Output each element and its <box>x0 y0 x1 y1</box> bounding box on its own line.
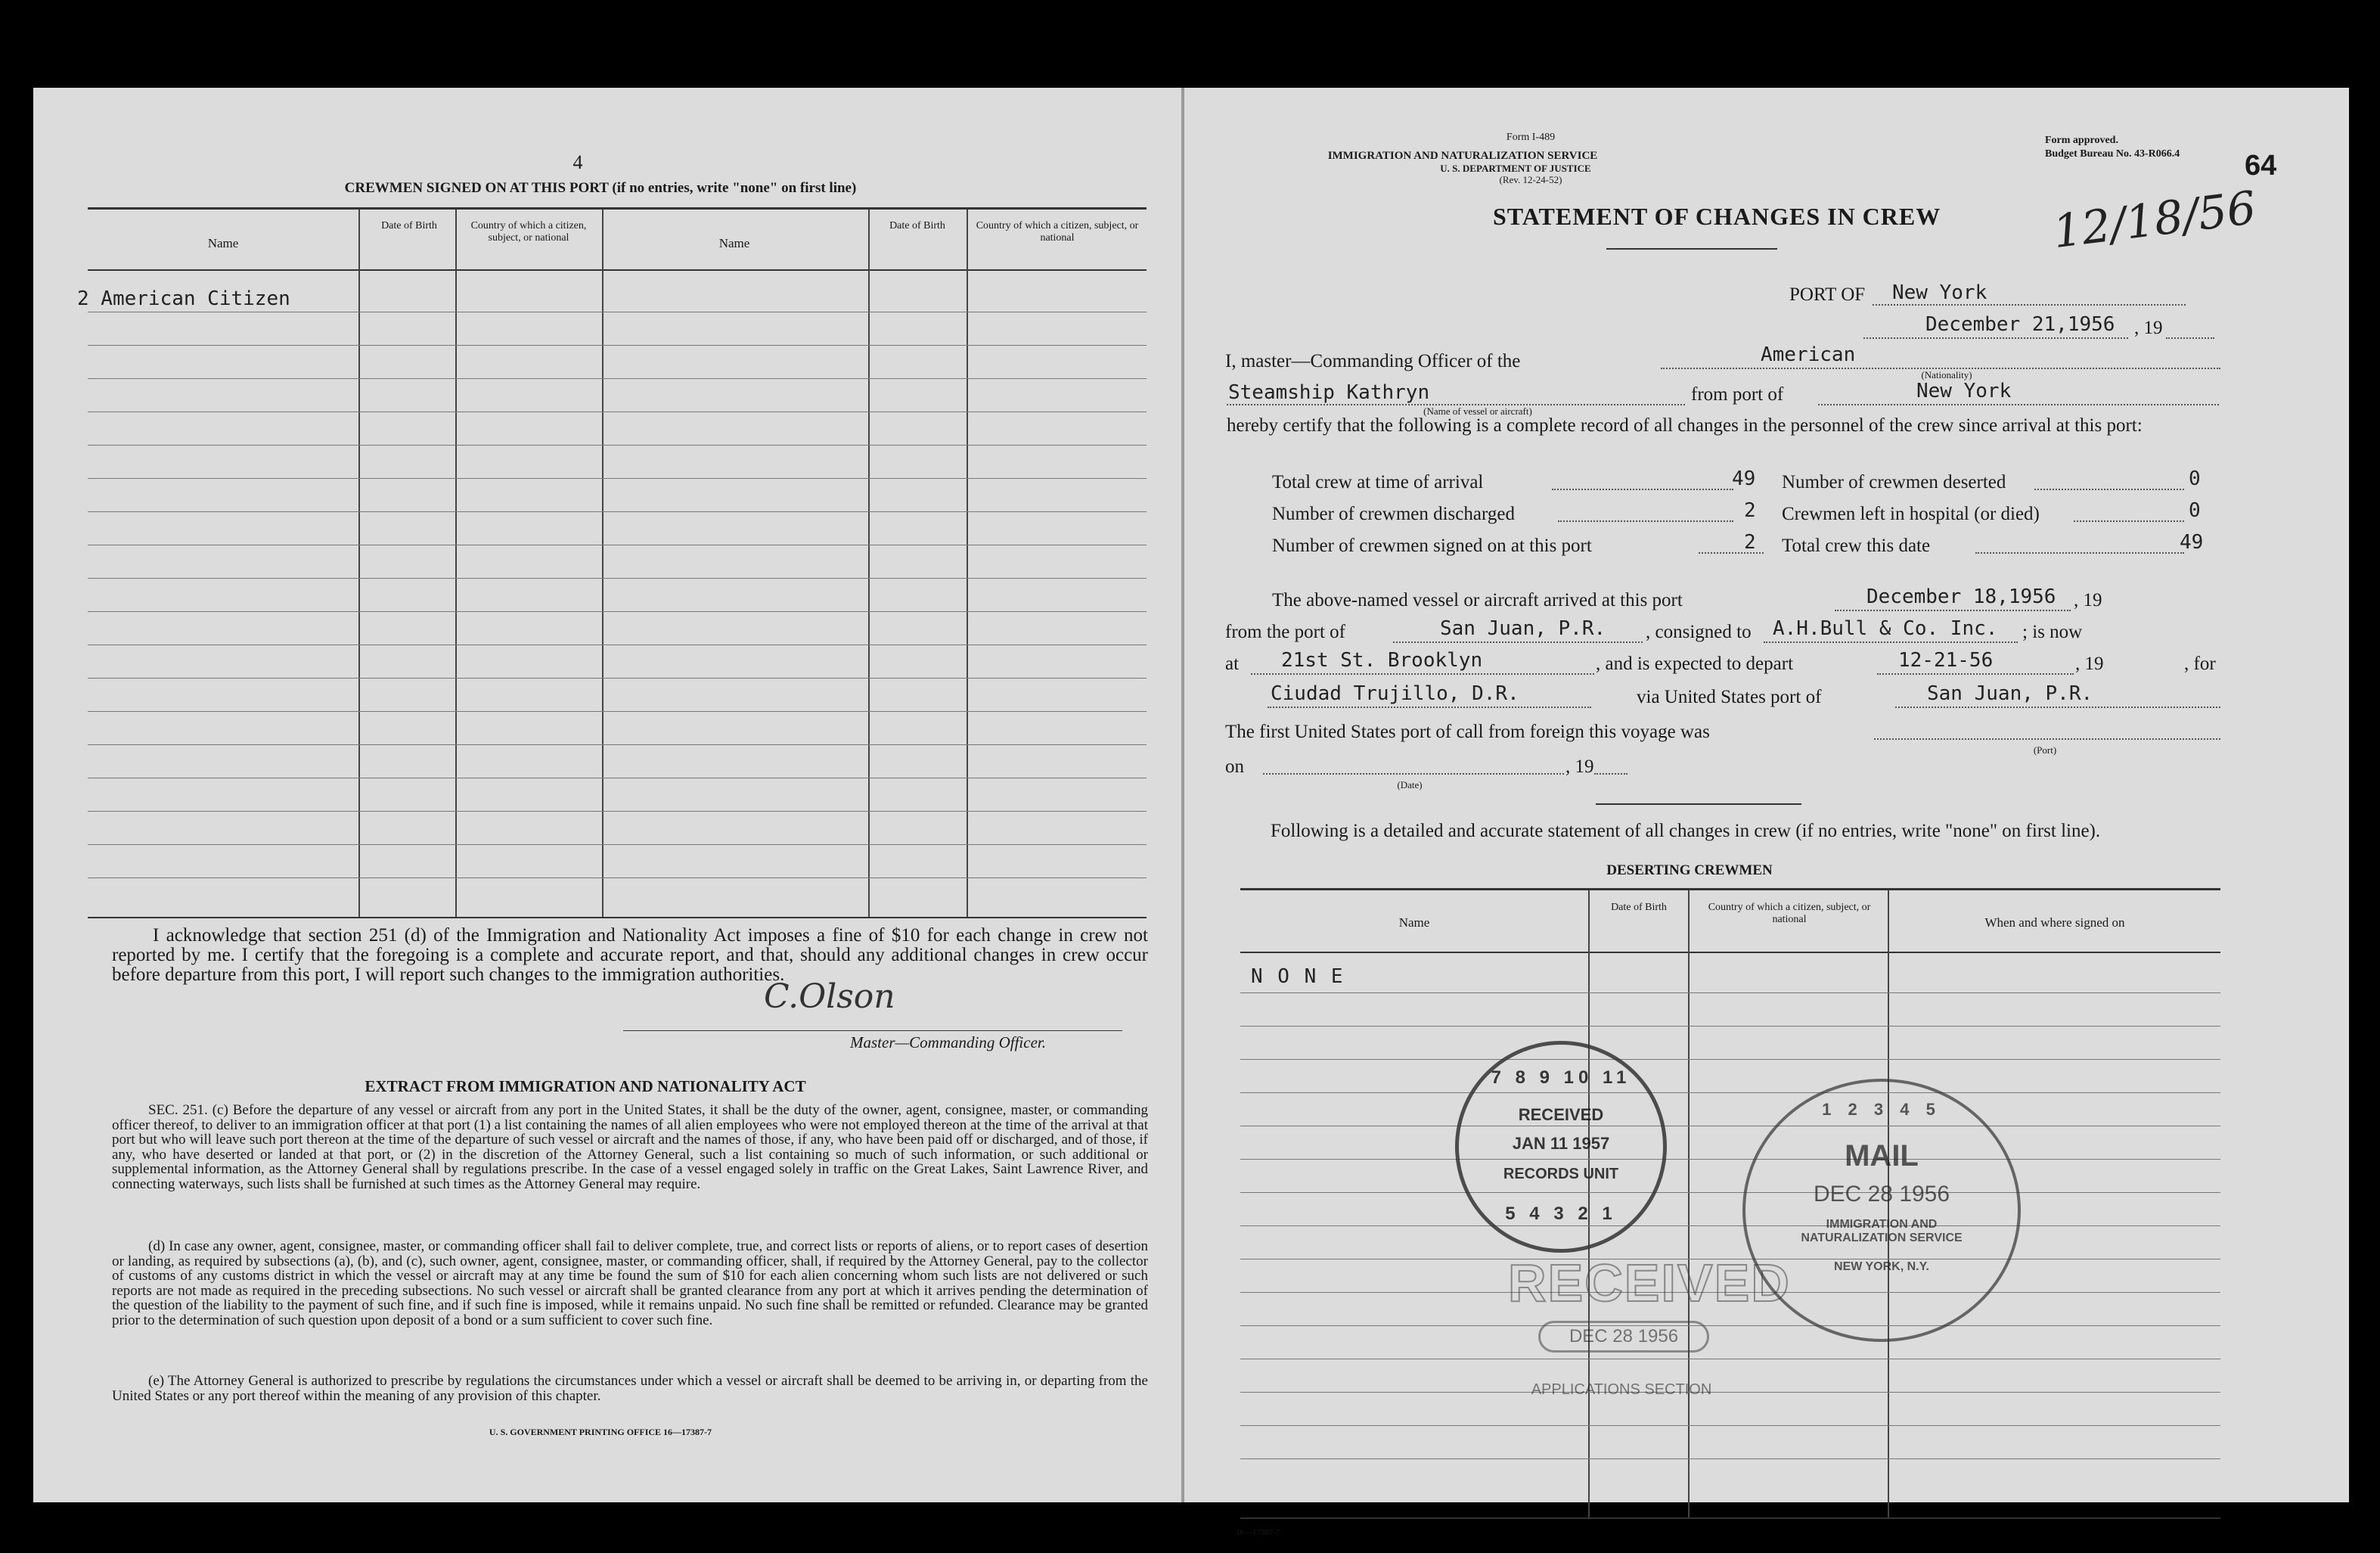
first-port-line <box>1874 738 2220 740</box>
department: U. S. DEPARTMENT OF JUSTICE <box>1440 163 1591 174</box>
at-label: at <box>1225 654 1240 674</box>
destination-line <box>1268 707 1591 708</box>
table-bottom-rule <box>88 917 1147 918</box>
depart-line <box>1877 673 2074 675</box>
arrived-text: The above-named vessel or aircraft arrived at this port <box>1272 590 1683 610</box>
nationality-label: (Nationality) <box>1921 369 1972 380</box>
signature-line <box>623 1030 1122 1031</box>
section-d-text: (d) In case any owner, agent, consignee, master, or commanding officer shall fail to deliver complete, true, and correct lists or reports of aliens, or to report cases of desertion or landing, as required by subsections (a), (b), and (c), such owner, agent, consignee, master, or commanding officer, shall, if required by the Attorney General, pay to the collector of customs of any customs district in which the vessel or aircraft may at any time be found the sum of $10 for each alien concerning whom such lists are not delivered or such reports are not made as required in the preceding subsections. No such vessel or aircraft shall be granted clearance from any port at which it arrives pending the determination of the question of the liability to the payment of such fine, and if such fine is imposed, while it remains unpaid. No such fine shall be remitted or refunded. Clearance may be granted prior to the determination of such question upon deposit of a bond or a sum sufficient to cover such fine. <box>112 1238 1148 1328</box>
des-col-name: Name <box>1398 915 1430 930</box>
hospital-leader <box>2074 520 2184 522</box>
deserted-label: Number of crewmen deserted <box>1782 472 2006 492</box>
deserting-entry: N O N E <box>1251 965 1345 988</box>
from-port-line <box>1818 404 2219 405</box>
col-dob-1: Date of Birth <box>381 220 437 231</box>
right-footer: 16—17387-7 <box>1236 1528 1280 1537</box>
stamp2-ring: 1 2 3 4 5 <box>1822 1100 1941 1119</box>
section-e-text: (e) The Attorney General is authorized to prescribe by regulations the circumstances under which a vessel or aircraft shall be deemed to be arriving in, or departing from the United States or any port thereof within the meaning of any provision of this chapter. <box>112 1373 1148 1404</box>
row-line <box>88 811 1147 812</box>
discharged-value: 2 <box>1744 499 1756 522</box>
discharged-leader <box>1558 520 1733 522</box>
form-title: STATEMENT OF CHANGES IN CREW <box>1493 203 1941 230</box>
on-year-line <box>1594 773 1628 775</box>
col-dob-2: Date of Birth <box>889 220 945 231</box>
is-now-label: ; is now <box>2022 622 2083 642</box>
row-line <box>88 611 1147 612</box>
row-line <box>88 511 1147 512</box>
right-sheet <box>1183 88 2349 1537</box>
page-number: 4 <box>573 151 583 173</box>
row-line <box>88 844 1147 845</box>
depart-value: 12-21-56 <box>1898 649 1994 672</box>
des-row-line <box>1240 1159 2220 1160</box>
from-the-port-label: from the port of <box>1225 622 1345 642</box>
section-c-text: SEC. 251. (c) Before the departure of any vessel or aircraft from any port in the United States, it shall be the duty of the owner, agent, consignee, master, or commanding officer thereof, to deliver to an immigration officer at that port (1) a list containing the names of all alien employees who were not employed thereon at the time of the arrival at that port but who will leave such port thereon at the time of the departure of such vessel or aircraft and the names of those, if any, who have been paid off or discharged, and of those, if any, who have deserted or landed at that port, or (2) in the discretion of the Attorney General, such a list containing so much of such information, or such additional or supplemental information, as the Attorney General shall by regulations prescribe. In the case of a vessel engaged solely in traffic on the Great Lakes, Saint Lawrence River, and connecting waterways, such lists shall be furnished at such times as the Attorney General may require. <box>112 1102 1148 1192</box>
center-fold <box>1181 88 1184 1502</box>
col-name-2: Name <box>718 236 750 250</box>
title-underline <box>1606 248 1777 250</box>
via-line <box>1895 707 2220 708</box>
row-line <box>88 711 1147 712</box>
arrived-value: December 18,1956 <box>1866 585 2056 608</box>
from-the-port-line <box>1393 641 1643 643</box>
stamp2-top: MAIL <box>1845 1139 1919 1173</box>
arrived-year-prefix: 19 <box>2083 590 2102 610</box>
stamp1-ring: 7 8 9 10 11 <box>1491 1067 1631 1088</box>
des-row-line <box>1240 1458 2220 1459</box>
row-line <box>88 877 1147 878</box>
date-value: December 21,1956 <box>1925 313 2115 336</box>
depart-year-prefix: 19 <box>2084 654 2104 674</box>
stamp3-received: RECEIVED <box>1508 1253 1791 1312</box>
form-number: Form I-489 <box>1506 132 1556 143</box>
applications-stamp <box>1508 1238 1791 1442</box>
des-row-line <box>1240 992 2220 993</box>
port-of-line <box>1873 304 2186 306</box>
at-value: 21st St. Brooklyn <box>1281 649 1483 672</box>
budget-bureau: Budget Bureau No. 43-R066.4 <box>2045 148 2180 160</box>
extract-title: EXTRACT FROM IMMIGRATION AND NATIONALITY ACT <box>365 1077 806 1095</box>
consigned-label: , consigned to <box>1646 622 1752 642</box>
consigned-line <box>1764 641 2018 643</box>
des-row-line <box>1240 1059 2220 1060</box>
deserted-leader <box>2034 489 2184 490</box>
handwritten-date: 12/18/56 <box>2050 181 2259 259</box>
row-line <box>88 345 1147 346</box>
master-text: I, master—Commanding Officer of the <box>1225 351 1521 371</box>
hospital-label: Crewmen left in hospital (or died) <box>1782 504 2040 524</box>
depart-label: , and is expected to depart <box>1596 654 1794 674</box>
stamp2-city: NEW YORK, N.Y. <box>1834 1260 1929 1273</box>
header-bottom-rule <box>88 269 1147 271</box>
page-mark: 64 <box>2245 150 2277 182</box>
des-col-when: When and where signed on <box>1984 915 2125 930</box>
via-label: via United States port of <box>1637 687 1822 707</box>
col-country-2: Country of which a citizen, subject, or national <box>976 220 1139 244</box>
date-year-prefix: 19 <box>2143 318 2163 338</box>
section-divider <box>1596 803 1801 805</box>
total-date-leader <box>1975 552 2184 554</box>
arrived-line <box>1835 610 2071 611</box>
deserting-bottom-rule <box>1240 1517 2220 1519</box>
for-label: , for <box>2184 654 2216 674</box>
date-year-line <box>2166 337 2214 339</box>
on-year-prefix: 19 <box>1575 756 1594 777</box>
row-line <box>88 578 1147 579</box>
des-row-line <box>1240 1192 2220 1193</box>
acknowledgement-text: I acknowledge that section 251 (d) of the Immigration and Nationality Act imposes a fine of $10 for each change in crew not reported by me. I certify that the foregoing is a complete and accurate report, and that, should any additional changes in crew occur before departure from this port, I will report such changes to the immigration authorities. <box>112 925 1148 985</box>
stamp1-received: RECEIVED <box>1518 1105 1604 1124</box>
row-line <box>88 478 1147 479</box>
nationality-value: American <box>1761 343 1856 366</box>
port-label: (Port) <box>2033 744 2057 756</box>
des-col-country: Country of which a citizen, subject, or national <box>1708 902 1871 925</box>
consigned-value: A.H.Bull & Co. Inc. <box>1773 617 1998 640</box>
row-line <box>88 445 1147 446</box>
on-label: on <box>1225 756 1244 777</box>
destination-value: Ciudad Trujillo, D.R. <box>1271 682 1519 705</box>
total-arrival-label: Total crew at time of arrival <box>1272 472 1484 492</box>
table-top-rule <box>88 207 1147 210</box>
row-line <box>88 378 1147 379</box>
deserting-top-rule <box>1240 888 2220 890</box>
deserted-value: 0 <box>2189 467 2201 490</box>
vessel-value: Steamship Kathryn <box>1228 381 1430 404</box>
left-footer: U. S. GOVERNMENT PRINTING OFFICE 16—17387-7 <box>489 1427 712 1437</box>
port-of-label: PORT OF <box>1789 284 1866 305</box>
records-unit-stamp <box>1455 1041 1667 1253</box>
date-year: , 19 <box>2134 318 2163 338</box>
left-sheet <box>33 88 1183 1502</box>
stamp2-org: IMMIGRATION AND NATURALIZATION SERVICE <box>1801 1218 1963 1244</box>
total-date-value: 49 <box>2180 531 2204 554</box>
signed-on-value: 2 <box>1744 531 1756 554</box>
from-port-label: from port of <box>1691 384 1784 405</box>
depart-year: , 19 <box>2075 654 2104 674</box>
des-row-line <box>1240 1026 2220 1027</box>
stamp1-unit: RECORDS UNIT <box>1503 1166 1619 1182</box>
form-approved: Form approved. <box>2045 135 2118 146</box>
signed-on-label: Number of crewmen signed on at this port <box>1272 536 1592 556</box>
entry-line: 2 American Citizen <box>77 287 290 310</box>
on-line <box>1263 773 1564 775</box>
row-line <box>88 744 1147 745</box>
master-signature: C.Olson <box>764 977 895 1016</box>
total-arrival-value: 49 <box>1732 467 1756 490</box>
date-line <box>1863 337 2128 339</box>
stamp1-date: JAN 11 1957 <box>1512 1134 1610 1153</box>
row-line <box>88 644 1147 645</box>
col-name-1: Name <box>207 236 239 250</box>
following-text: Following is a detailed and accurate statement of all changes in crew (if no entries, write "none" on first line). <box>1271 821 2101 841</box>
from-port-value: New York <box>1916 380 2012 402</box>
stamp1-ring-bottom: 5 4 3 2 1 <box>1505 1204 1617 1224</box>
mail-stamp <box>1742 1079 2021 1342</box>
revision: (Rev. 12-24-52) <box>1499 174 1562 185</box>
des-row-line <box>1240 1225 2220 1226</box>
total-arrival-leader <box>1552 489 1733 490</box>
signature-label: Master—Commanding Officer. <box>850 1033 1046 1051</box>
certify-text: hereby certify that the following is a complete record of all changes in the personnel of the crew since arrival at this port: <box>1227 415 2143 436</box>
deserting-header-rule <box>1240 952 2220 953</box>
stamp3-date: DEC 28 1956 <box>1538 1321 1709 1353</box>
des-row-line <box>1240 1092 2220 1093</box>
from-the-port-value: San Juan, P.R. <box>1440 617 1606 640</box>
col-country-1: Country of which a citizen, subject, or national <box>470 220 587 244</box>
row-line <box>88 678 1147 679</box>
arrived-year: , 19 <box>2074 590 2102 610</box>
des-col-dob: Date of Birth <box>1611 902 1667 913</box>
crew-signed-title: CREWMEN SIGNED ON AT THIS PORT (if no entries, write "none" on first line) <box>344 180 857 196</box>
via-value: San Juan, P.R. <box>1927 682 2093 705</box>
stamp2-date: DEC 28 1956 <box>1813 1182 1950 1207</box>
stamp3-section: APPLICATIONS SECTION <box>1531 1381 1712 1398</box>
at-line <box>1251 673 1594 675</box>
first-port-text: The first United States port of call from foreign this voyage was <box>1225 722 1710 742</box>
deserting-title: DESERTING CREWMEN <box>1606 862 1773 878</box>
date-label: (Date) <box>1397 779 1423 790</box>
on-year: , 19 <box>1565 756 1594 777</box>
agency: IMMIGRATION AND NATURALIZATION SERVICE <box>1327 150 1598 162</box>
total-date-label: Total crew this date <box>1782 536 1931 556</box>
discharged-label: Number of crewmen discharged <box>1272 504 1515 524</box>
hospital-value: 0 <box>2189 499 2201 522</box>
vessel-label: (Name of vessel or aircraft) <box>1423 405 1532 417</box>
port-of-value: New York <box>1892 281 1987 304</box>
